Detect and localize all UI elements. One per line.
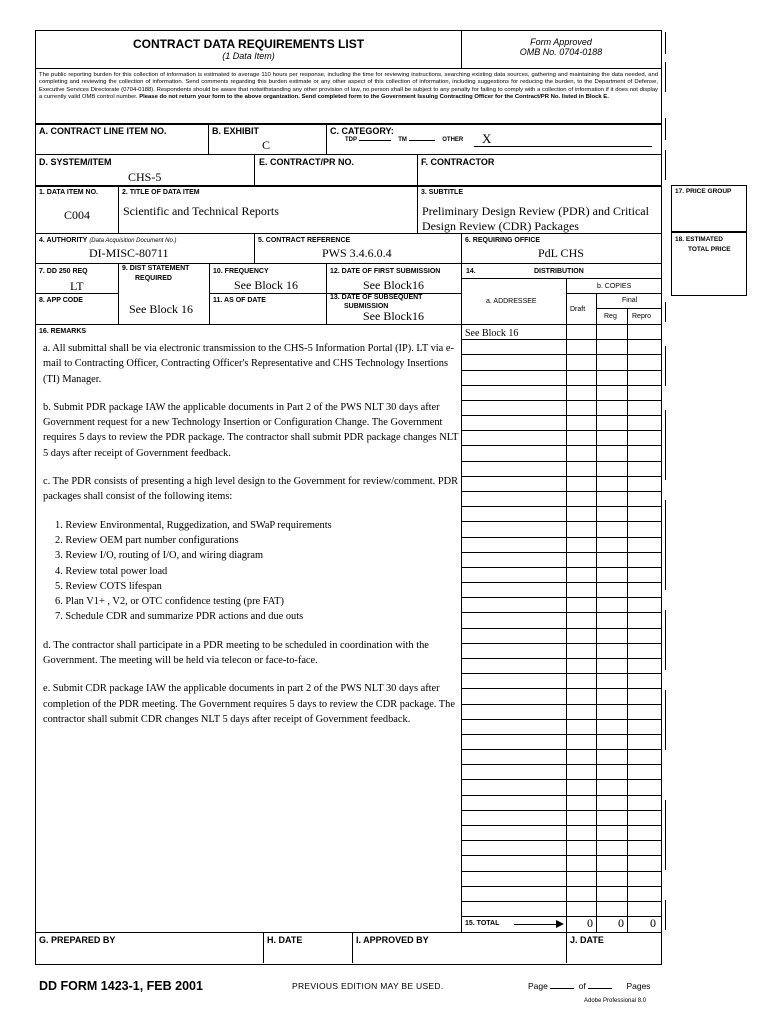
block-9-label-1: 9. DIST STATEMENT [122,265,190,272]
block-d-label: D. SYSTEM/ITEM [39,157,112,167]
burden-text: The public reporting burden for this collection of information is estimated to average 110 hours per response, including the time for reviewing instructions, searching existing data sources, gathering and maintaining the data needed, and completing and reviewing the collection of information. Send comments regarding this burden estimate or any other aspect of this collection of information, including suggestions for reducing the burden, to the Department of Defense, Executive Services Directorate (0704-0188). Respondents should be aware that notwithstanding any other provision of law, no person shall be subject to any penalty for failing to comply with a collection of information if it does not display a currently valid OMB control number. [39,72,658,100]
block-f-label: F. CONTRACTOR [421,157,495,167]
distribution-row-line [461,855,661,856]
distribution-row-line [461,871,661,872]
category-other-value: X [482,131,492,146]
block-7-value[interactable]: LT [70,279,84,293]
distribution-row-line [461,825,661,826]
distribution-row-line [461,415,661,416]
remark-c-items [43,518,459,625]
form-number: DD FORM 1423-1, FEB 2001 [39,979,203,993]
distribution-row-line [461,749,661,750]
distribution-row-line [461,628,661,629]
distribution-row-line [461,734,661,735]
total-arrow-icon [514,924,560,925]
block-i-label: I. APPROVED BY [356,935,429,945]
block-6-label: 6. REQUIRING OFFICE [465,237,541,244]
remark-c-item: 5. Review COTS lifespan [55,580,162,592]
block-7-label: 7. DD 250 REQ [39,268,88,275]
remark-c-item: 3. Review I/O, routing of I/O, and wiring diagram [55,550,264,562]
distribution-row-line [461,461,661,462]
block-1-value[interactable]: C004 [64,208,91,222]
distribution-row-line [461,688,661,689]
block-17-label: 17. PRICE GROUP [675,188,732,195]
block-5-label: 5. CONTRACT REFERENCE [258,237,351,244]
distribution-row-line [461,795,661,796]
block-4-label [39,237,176,244]
page-label: Page [528,981,548,991]
remark-b: b. Submit PDR package IAW the applicable documents in Part 2 of the PWS NLT 30 days after Government request for a new Technology Insertion or Configuration Change. The Government requires 5 days to review the PDR package. The contractor shall submit PDR package changes NLT 5 days after receipt of Government feedback. [43,401,459,459]
block-18-label-2: TOTAL PRICE [688,246,731,253]
block-d-value[interactable]: CHS-5 [128,170,162,184]
distribution-label: DISTRIBUTION [534,268,584,275]
distribution-row-line [461,582,661,583]
copies-label: b. COPIES [597,283,632,290]
of-label: of [578,981,586,991]
block-6-value[interactable]: PdL CHS [538,246,584,260]
distribution-row-line [461,339,661,340]
block-13-label-1: 13. DATE OF SUBSEQUENT [330,294,423,301]
block-2-value[interactable]: Scientific and Technical Reports [123,204,279,218]
distribution-row-line [461,445,661,446]
distribution-row-line [461,673,661,674]
block-10-label: 10. FREQUENCY [213,268,269,275]
distribution-row-line [461,810,661,811]
block-8-label: 8. APP CODE [39,297,83,304]
block-16-label: 16. REMARKS [39,328,87,335]
block-4-label-note: (Data Acquisition Document No.) [89,238,177,244]
distribution-row-line [461,491,661,492]
category-tdp: TDP [345,137,357,143]
block-b-label: B. EXHIBIT [212,126,260,136]
distribution-row-line [461,567,661,568]
page-field[interactable] [550,988,574,989]
total-reg: 0 [618,916,624,930]
remark-c-item: 4. Review total power load [55,565,168,577]
block-e-label: E. CONTRACT/PR NO. [259,157,355,167]
draft-label: Draft [570,306,586,313]
remark-a: a. All submittal shall be via electronic transmission to the CHS-5 Information Portal (IP). LT via e-mail to Contracting Officer, Contracting Officer's Representative and CHS Technology Insertions (TI) Manager. [43,343,454,385]
pages-field[interactable] [588,988,612,989]
block-13-value[interactable]: See Block16 [363,309,424,323]
form-subtitle: (1 Data Item) [222,51,275,61]
category-line [345,137,463,143]
block-b-value[interactable]: C [262,138,271,152]
pages-label: Pages [626,981,651,991]
block-h-label: H. DATE [267,935,303,945]
block-13-label-2: SUBMISSION [344,303,389,310]
block-g-label: G. PREPARED BY [39,935,116,945]
total-arrowhead-icon [556,920,564,928]
repro-label: Repro [632,313,652,320]
distribution-row-line [461,612,661,613]
form-approved-text: Form Approved [530,37,592,47]
page-counter [528,981,651,991]
omb-box [462,37,660,57]
block-12-label: 12. DATE OF FIRST SUBMISSION [330,268,441,275]
distribution-row-line [461,354,661,355]
distribution-row-line [461,476,661,477]
final-label: Final [622,297,638,304]
addressee-label: a. ADDRESSEE [486,298,537,305]
total-repro: 0 [650,916,656,930]
burden-statement [39,72,658,101]
distribution-row-line [461,521,661,522]
block-11-label: 11. AS OF DATE [213,297,266,304]
adobe-note: Adobe Professional 8.0 [584,998,647,1004]
block-15-label: 15. TOTAL [465,920,500,927]
block-10-value[interactable]: See Block 16 [234,278,298,292]
distribution-row-1-addressee[interactable]: See Block 16 [465,328,519,339]
block-18-label-1: 18. ESTIMATED [675,236,723,243]
remark-c-item: 1. Review Environmental, Ruggedization, and SWaP requirements [55,519,332,531]
distribution-row-line [461,704,661,705]
distribution-row-line [461,430,661,431]
total-draft: 0 [587,916,593,930]
block-12-value[interactable]: See Block16 [363,278,424,292]
remarks-body[interactable] [43,341,459,740]
category-tm: TM [398,137,407,143]
block-3-line-2[interactable]: Design Review (CDR) Packages [422,219,579,233]
remark-d: d. The contractor shall participate in a PDR meeting to be scheduled in coordination with the Government. The meeting will be held via telecon or face-to-face. [43,639,429,667]
block-4-label-text: 4. AUTHORITY [39,237,88,244]
distribution-row-line [461,506,661,507]
distribution-row-line [461,764,661,765]
form-title-text: CONTRACT DATA REQUIREMENTS LIST [132,37,365,51]
block-1-label: 1. DATA ITEM NO. [39,189,98,196]
distribution-row-line [461,400,661,401]
distribution-row-line [461,886,661,887]
distribution-row-line [461,658,661,659]
block-2-label: 2. TITLE OF DATA ITEM [122,189,200,196]
distribution-row-line [461,597,661,598]
category-other: OTHER [442,137,464,143]
block-a-label: A. CONTRACT LINE ITEM NO. [39,126,167,136]
block-3-label: 3. SUBTITLE [421,189,464,196]
distribution-row-line [461,719,661,720]
block-3-line-1[interactable]: Preliminary Design Review (PDR) and Critical [422,204,649,218]
block-j-label: J. DATE [570,935,604,945]
block-14-label: 14. [466,268,476,275]
block-9-value[interactable]: See Block 16 [129,302,193,316]
remark-c-item: 2. Review OEM part number configurations [55,534,239,546]
distribution-row-line [461,901,661,902]
distribution-row-line [461,779,661,780]
block-9-label-2: REQUIRED [135,275,172,282]
distribution-row-line [461,552,661,553]
distribution-row-line [461,370,661,371]
remark-c-item: 6. Plan V1+ , V2, or OTC confidence testing (pre FAT) [55,596,284,608]
distribution-row-line [461,385,661,386]
reg-label: Reg [604,313,617,320]
distribution-row-line [461,537,661,538]
remark-e: e. Submit CDR package IAW the applicable documents in part 2 of the PWS NLT 30 days after completion of the PDR meeting. The Government requires 5 days to review the CDR package. The contractor shall submit CDR changes NLT 5 days after receipt of Government feedback. [43,683,455,725]
distribution-row-line [461,840,661,841]
category-other-field[interactable] [474,131,652,147]
previous-edition: PREVIOUS EDITION MAY BE USED. [292,981,444,991]
burden-bold-text: Please do not return your form to the above organization. Send completed form to the Government Issuing Contracting Officer for the Contract/PR No. listed in Block E. [139,93,609,100]
block-c-label: C. CATEGORY: [330,126,394,136]
remark-c: c. The PDR consists of presenting a high level design to the Government for review/comment. PDR packages shall consist of the following items: [43,476,459,503]
remark-c-item: 7. Schedule CDR and summarize PDR actions and due outs [55,611,304,623]
form-title [36,37,461,61]
block-5-value[interactable]: PWS 3.4.6.0.4 [322,246,392,260]
distribution-row-line [461,643,661,644]
block-4-value[interactable]: DI-MISC-80711 [89,246,169,260]
omb-number: OMB No. 0704-0188 [519,47,603,57]
